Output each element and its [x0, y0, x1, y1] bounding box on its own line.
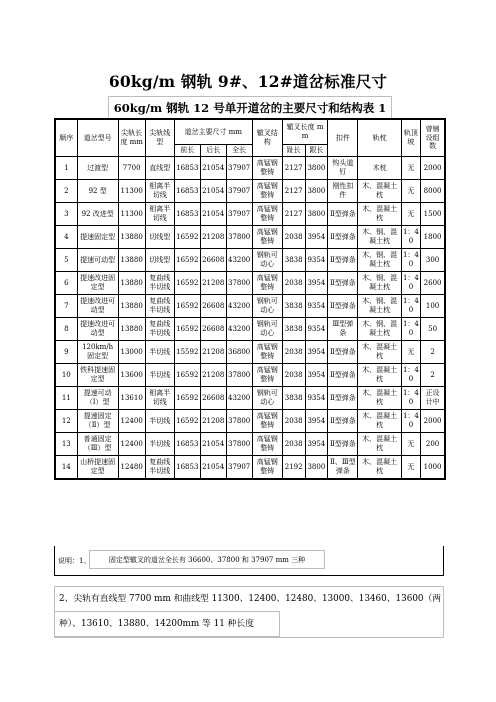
table-cell: 相离半切线 — [145, 180, 174, 203]
table-cell: 刚性扣件 — [328, 180, 358, 203]
table-cell: 3954 — [305, 364, 328, 387]
table-cell: 高锰钢整铸 — [252, 157, 282, 180]
table-cell: 1 — [56, 157, 78, 180]
table-cell: 21054 — [200, 180, 226, 203]
table-cell: 1：40 — [401, 318, 420, 341]
table-cell: Ⅱ型弹条 — [328, 249, 358, 272]
table-cell: 26608 — [200, 249, 226, 272]
table-cell: 16853 — [174, 180, 200, 203]
table-cell: 43200 — [226, 249, 252, 272]
table-cell: 21054 — [200, 157, 226, 180]
table-cell: 木、钢、混凝土枕 — [358, 272, 401, 295]
table-cell: 相离半切线 — [145, 203, 174, 226]
table-cell: 9354 — [305, 387, 328, 410]
table-cell: 3838 — [282, 295, 305, 318]
table-cell: 复曲线半切线 — [145, 318, 174, 341]
table-cell: 复曲线半切线 — [145, 295, 174, 318]
table-cell: 切线型 — [145, 249, 174, 272]
table-cell: 43200 — [226, 318, 252, 341]
header-frog: 辙叉结构 — [252, 120, 282, 157]
header-heel: 跟长 — [305, 145, 328, 157]
table-cell: 21208 — [200, 226, 226, 249]
table-cell: 无 — [401, 203, 420, 226]
table-cell: 12480 — [118, 456, 145, 479]
table-row — [56, 226, 445, 249]
table-cell: 木、混凝土枕 — [358, 387, 401, 410]
table-cell: 12400 — [118, 410, 145, 433]
table-cell: 37907 — [226, 180, 252, 203]
table-cell: 21208 — [200, 341, 226, 364]
table-cell: 钢轨可动心 — [252, 318, 282, 341]
table-cell: 2038 — [282, 272, 305, 295]
table-cell: 木、混凝土枕 — [358, 203, 401, 226]
table-cell: 无 — [401, 180, 420, 203]
table-cell: 3838 — [282, 318, 305, 341]
table-cell: 7 — [56, 295, 78, 318]
table-row — [56, 272, 445, 295]
table-cell: 37800 — [226, 410, 252, 433]
table-cell: 半切线 — [145, 433, 174, 456]
table-cell: 高锰钢整铸 — [252, 180, 282, 203]
table-cell: 10 — [56, 364, 78, 387]
table-cell: 9354 — [305, 295, 328, 318]
table-cell: 16853 — [174, 456, 200, 479]
table-cell: 2 — [421, 364, 445, 387]
table-cell: 3954 — [305, 226, 328, 249]
table-cell: 木、混凝土枕 — [358, 410, 401, 433]
table-cell: 木枕 — [358, 157, 401, 180]
table-cell: 92 型 — [77, 180, 118, 203]
table-cell: 13600 — [118, 364, 145, 387]
table-cell: 提速可动（Ⅰ）型 — [77, 387, 118, 410]
table-cell: 切线型 — [145, 226, 174, 249]
table-cell: 13880 — [118, 318, 145, 341]
table-cell: 16592 — [174, 318, 200, 341]
table-cell: 木、混凝土枕 — [358, 180, 401, 203]
table-cell: 1：40 — [401, 272, 420, 295]
table-row — [56, 387, 445, 410]
table-cell: 复曲线半切线 — [145, 456, 174, 479]
table-cell: 半切线 — [145, 341, 174, 364]
table-cell: 高锰钢整铸 — [252, 226, 282, 249]
header-seq: 顺序 — [56, 120, 78, 157]
table-row — [56, 295, 445, 318]
table-cell: 3838 — [282, 387, 305, 410]
table-cell: 11300 — [118, 180, 145, 203]
table-cell: 3 — [56, 203, 78, 226]
table-cell: 37800 — [226, 433, 252, 456]
table-cell: 21208 — [200, 410, 226, 433]
table-cell: 9354 — [305, 249, 328, 272]
header-frog-length: 辙叉长度 mm — [282, 120, 327, 145]
table-cell: 铁科提速固定型 — [77, 364, 118, 387]
table-cell: 3800 — [305, 203, 328, 226]
table-cell: 50 — [421, 318, 445, 341]
table-cell: 山桥提速固定型 — [77, 456, 118, 479]
table-cell: 提速可动型 — [77, 249, 118, 272]
table-cell: 13880 — [118, 272, 145, 295]
header-main-dims: 道岔主要尺寸 mm — [174, 120, 252, 145]
table-cell: 高锰钢整铸 — [252, 341, 282, 364]
table-cell: Ⅱ型弹条 — [328, 341, 358, 364]
table-cell: 13880 — [118, 295, 145, 318]
table-cell: 提速改进固定型 — [77, 272, 118, 295]
table-row — [56, 410, 445, 433]
table-cell: 16592 — [174, 272, 200, 295]
table-cell: Ⅱ型弹条 — [328, 203, 358, 226]
table-row — [56, 180, 445, 203]
table-cell: 8000 — [421, 180, 445, 203]
table-cell: 7700 — [118, 157, 145, 180]
table-cell: 相离半切线 — [145, 387, 174, 410]
table-cell: 16592 — [174, 249, 200, 272]
table-cell: 37907 — [226, 456, 252, 479]
table-cell: 13880 — [118, 249, 145, 272]
table-body — [56, 157, 445, 479]
table-cell: 无 — [401, 157, 420, 180]
table-cell: 半切线 — [145, 410, 174, 433]
table-cell: 2000 — [421, 410, 445, 433]
table-cell: 高锰钢整铸 — [252, 364, 282, 387]
table-cell: 15592 — [174, 341, 200, 364]
table-cell: 提速改进可动型 — [77, 318, 118, 341]
table-cell: 36800 — [226, 341, 252, 364]
table-cell: 2600 — [421, 272, 445, 295]
header-total: 全长 — [226, 145, 252, 157]
table-cell: 16853 — [174, 157, 200, 180]
table-cell: 37800 — [226, 364, 252, 387]
table-cell: 9 — [56, 341, 78, 364]
table-cell: Ⅱ型弹条 — [328, 387, 358, 410]
table-cell: 9354 — [305, 318, 328, 341]
table-cell: 300 — [421, 249, 445, 272]
table-cell: Ⅱ型弹条 — [328, 364, 358, 387]
header-tip-length: 尖轨长度 mm — [118, 120, 145, 157]
table-cell: 1800 — [421, 226, 445, 249]
table-cell: 11300 — [118, 203, 145, 226]
table-cell: 92 改进型 — [77, 203, 118, 226]
table-cell: 2038 — [282, 433, 305, 456]
table-cell: 提速固定型 — [77, 226, 118, 249]
table-cell: 43200 — [226, 387, 252, 410]
table-cell: 3954 — [305, 410, 328, 433]
header-tip-type: 尖轨线型 — [145, 120, 174, 157]
table-cell: 37800 — [226, 272, 252, 295]
table-cell: 13 — [56, 433, 78, 456]
table-cell: 3954 — [305, 341, 328, 364]
table-cell: 21054 — [200, 203, 226, 226]
table-cell: 1：40 — [401, 410, 420, 433]
header-sleeper: 轨枕 — [358, 120, 401, 157]
table-cell: Ⅱ型弹条 — [328, 226, 358, 249]
table-cell: 高锰钢整铸 — [252, 203, 282, 226]
table-cell: 1：40 — [401, 295, 420, 318]
table-cell: 无 — [401, 341, 420, 364]
note-row — [54, 546, 444, 576]
table-cell: 120km/h 固定型 — [77, 341, 118, 364]
table-cell: 3800 — [305, 157, 328, 180]
table-row — [56, 433, 445, 456]
table-cell: 无 — [401, 456, 420, 479]
table-cell: 100 — [421, 295, 445, 318]
table-cell: 1500 — [421, 203, 445, 226]
footer-line-1: 2、尖轨有直线型 7700 mm 和曲线型 11300、12400、12480、13000、13460、13600（两 — [55, 586, 443, 611]
table-cell: 12 — [56, 410, 78, 433]
table-cell: 26608 — [200, 318, 226, 341]
table-cell: Ⅱ型弹条 — [328, 272, 358, 295]
header-toe: 趾长 — [282, 145, 305, 157]
table-cell: 高锰钢整铸 — [252, 410, 282, 433]
table-cell: Ⅱ型弹条 — [328, 410, 358, 433]
table-cell: 21054 — [200, 433, 226, 456]
table-cell: 2 — [56, 180, 78, 203]
table-cell: 16592 — [174, 387, 200, 410]
table-cell: 正设计中 — [421, 387, 445, 410]
header-slope: 轨顶坡 — [401, 120, 420, 157]
table-cell: 16592 — [174, 295, 200, 318]
table-cell: 钩头道钉 — [328, 157, 358, 180]
table-cell: 木、钢、混凝土枕 — [358, 318, 401, 341]
table-cell: 钢轨可动心 — [252, 295, 282, 318]
table-row — [56, 157, 445, 180]
table-cell: 37800 — [226, 226, 252, 249]
table-cell: 2127 — [282, 157, 305, 180]
table-cell: 高锰钢整铸 — [252, 456, 282, 479]
table-cell: 13000 — [118, 341, 145, 364]
table-cell: 普通固定（Ⅲ）型 — [77, 433, 118, 456]
table-cell: 13610 — [118, 387, 145, 410]
note-text: 固定型辙叉的道岔全长有 36600、37800 和 37907 mm 三种 — [89, 550, 325, 569]
table-cell: 3954 — [305, 433, 328, 456]
table-cell: 8 — [56, 318, 78, 341]
table-cell: 16592 — [174, 364, 200, 387]
table-cell: 3838 — [282, 249, 305, 272]
table-cell: 11 — [56, 387, 78, 410]
table-cell: 1000 — [421, 456, 445, 479]
table-cell: 3800 — [305, 456, 328, 479]
table-cell: 木、混凝土枕 — [358, 364, 401, 387]
table-cell: Ⅲ型弹条 — [328, 318, 358, 341]
table-row — [56, 364, 445, 387]
table-cell: 钢轨可动心 — [252, 249, 282, 272]
table-cell: 37907 — [226, 203, 252, 226]
header-rear: 后长 — [200, 145, 226, 157]
footer-notes — [54, 586, 444, 638]
table-cell: 21208 — [200, 272, 226, 295]
table-cell: 木、钢、混凝土枕 — [358, 249, 401, 272]
table-cell: 1：40 — [401, 249, 420, 272]
footer-line-2: 种）、13610、13880、14200mm 等 11 种长度 — [55, 611, 280, 637]
table-cell: 37907 — [226, 157, 252, 180]
turnout-table-frame — [54, 118, 446, 480]
table-cell: 16592 — [174, 410, 200, 433]
table-cell: 2127 — [282, 203, 305, 226]
table-row — [56, 456, 445, 479]
table-row — [56, 203, 445, 226]
table-cell: 2127 — [282, 180, 305, 203]
table-cell: 2038 — [282, 364, 305, 387]
table-cell: Ⅱ型弹条 — [328, 295, 358, 318]
table-cell: 16853 — [174, 433, 200, 456]
header-laid: 曾铺设组数 — [421, 120, 445, 157]
table-cell: 16592 — [174, 226, 200, 249]
table-cell: 提速固定（Ⅱ）型 — [77, 410, 118, 433]
turnout-table — [55, 119, 445, 479]
table-cell: 木、混凝土枕 — [358, 341, 401, 364]
table-cell: 钢轨可动心 — [252, 387, 282, 410]
table-cell: 3954 — [305, 272, 328, 295]
table-cell: 4 — [56, 226, 78, 249]
table-cell: 木、钢、混凝土枕 — [358, 295, 401, 318]
table-cell: 木、钢、混凝土枕 — [358, 226, 401, 249]
table-cell: 直线型 — [145, 157, 174, 180]
table-cell: 43200 — [226, 295, 252, 318]
table-cell: 提速改进可动型 — [77, 295, 118, 318]
note-label: 说明：1、 — [58, 557, 91, 565]
table-cell: 3800 — [305, 180, 328, 203]
table-cell: 6 — [56, 272, 78, 295]
table-cell: Ⅱ、Ⅲ型弹条 — [328, 456, 358, 479]
header-front: 前长 — [174, 145, 200, 157]
table-cell: 12400 — [118, 433, 145, 456]
table-cell: 2192 — [282, 456, 305, 479]
table-cell: 13880 — [118, 226, 145, 249]
table-cell: 2000 — [421, 157, 445, 180]
table-cell: 16853 — [174, 203, 200, 226]
table-cell: 木、混凝土枕 — [358, 456, 401, 479]
table-cell: 高锰钢整铸 — [252, 433, 282, 456]
table-cell: 高锰钢整铸 — [252, 272, 282, 295]
table-row — [56, 341, 445, 364]
table-row — [56, 249, 445, 272]
header-model: 道岔型号 — [77, 120, 118, 157]
table-cell: 26608 — [200, 387, 226, 410]
table-cell: 半切线 — [145, 364, 174, 387]
table-cell: 1：40 — [401, 226, 420, 249]
table-cell: 无 — [401, 433, 420, 456]
table-cell: 2038 — [282, 226, 305, 249]
table-cell: Ⅱ型弹条 — [328, 433, 358, 456]
table-cell: 5 — [56, 249, 78, 272]
table-cell: 21054 — [200, 456, 226, 479]
table-cell: 2038 — [282, 410, 305, 433]
header-fastener: 扣件 — [328, 120, 358, 157]
table-caption: 60kg/m 钢轨 12 号单开道岔的主要尺寸和结构表 1 — [108, 96, 392, 120]
table-cell: 14 — [56, 456, 78, 479]
table-cell: 1：40 — [401, 364, 420, 387]
table-cell: 过渡型 — [77, 157, 118, 180]
table-cell: 1：40 — [401, 387, 420, 410]
table-cell: 2038 — [282, 341, 305, 364]
table-cell: 200 — [421, 433, 445, 456]
table-cell: 复曲线半切线 — [145, 272, 174, 295]
page-title: 60kg/m 钢轨 9#、12#道岔标准尺寸 — [108, 72, 388, 91]
table-cell: 21208 — [200, 364, 226, 387]
table-row — [56, 318, 445, 341]
table-cell: 木、混凝土枕 — [358, 433, 401, 456]
table-cell: 26608 — [200, 295, 226, 318]
table-cell: 2 — [421, 341, 445, 364]
